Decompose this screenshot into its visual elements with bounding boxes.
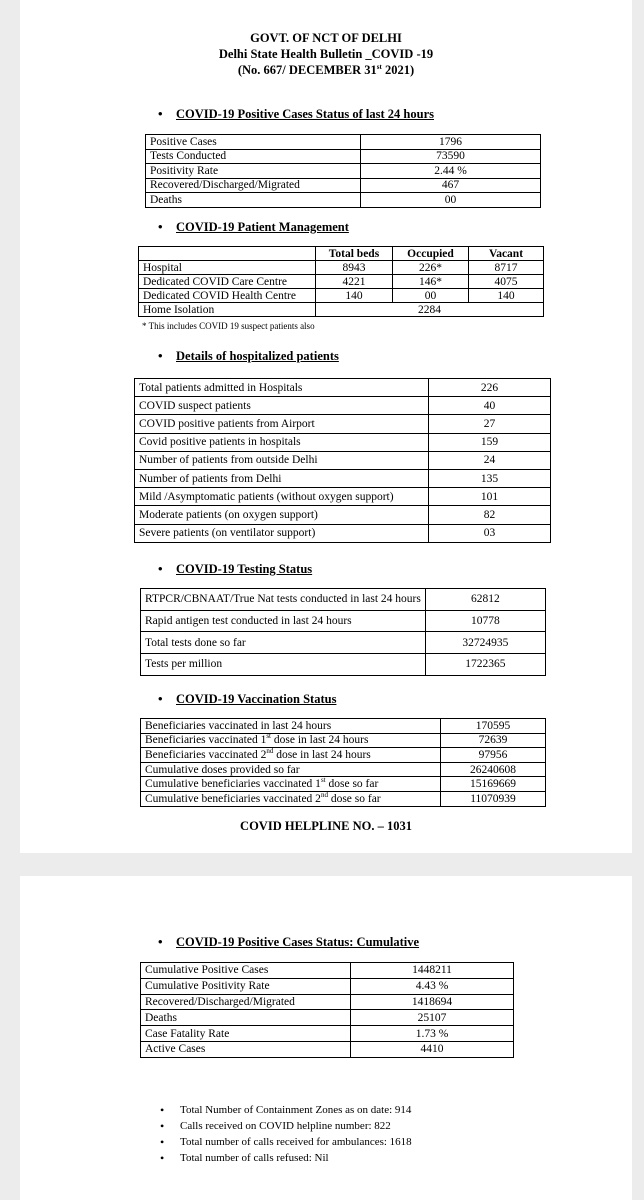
occupied: 226*: [393, 261, 469, 275]
row-value: 11070939: [441, 791, 546, 806]
table-row: [135, 469, 551, 487]
label-text: dose so far: [325, 778, 379, 791]
column-header: Total beds: [316, 247, 393, 261]
positive-24h-table: [145, 134, 541, 208]
vacant: 140: [469, 289, 544, 303]
header-number: (No. 667/ DECEMBER 31st 2021): [237, 62, 415, 77]
row-label: Recovered/Discharged/Migrated: [146, 178, 361, 193]
label-text: dose in last 24 hours: [271, 734, 369, 747]
table-row: [135, 506, 551, 524]
table-row: [146, 135, 541, 150]
table-row: [141, 748, 546, 763]
row-value: 15169669: [441, 777, 546, 792]
row-value: 4410: [351, 1041, 514, 1057]
row-label: Number of patients from Delhi: [135, 469, 429, 487]
row-value: 82: [429, 506, 551, 524]
row-label: [141, 762, 441, 777]
table-row: [135, 451, 551, 469]
row-value: 159: [429, 433, 551, 451]
row-value: 97956: [441, 748, 546, 763]
table-row: [139, 275, 544, 289]
row-label: [141, 791, 441, 806]
table-row: [141, 1026, 514, 1042]
section-title: COVID-19 Testing Status: [176, 562, 313, 576]
row-label: Cumulative Positive Cases: [141, 963, 351, 979]
home-isolation-value: 2284: [316, 303, 544, 317]
table-row: [141, 610, 546, 632]
testing-table: [140, 588, 546, 676]
label-text: Beneficiaries vaccinated 1: [145, 734, 267, 747]
patient-management-table: [138, 246, 544, 317]
row-label: Dedicated COVID Health Centre: [139, 289, 316, 303]
row-label: Covid positive patients in hospitals: [135, 433, 429, 451]
row-value: 03: [429, 524, 551, 542]
bulletin-page-1: [20, 0, 632, 853]
row-label: [141, 733, 441, 748]
row-value: 32724935: [425, 632, 545, 654]
row-value: 226: [429, 379, 551, 397]
row-label: Case Fatality Rate: [141, 1026, 351, 1042]
row-value: 1722365: [425, 654, 545, 676]
table-row: [146, 149, 541, 164]
row-value: 2.44 %: [361, 164, 541, 179]
label-text: Cumulative beneficiaries vaccinated 2: [145, 792, 321, 805]
bullet-icon: •: [158, 561, 163, 576]
bullet-icon: •: [160, 1103, 165, 1117]
table-row: [141, 762, 546, 777]
row-label: Deaths: [146, 193, 361, 208]
label-text: Cumulative doses provided so far: [145, 763, 300, 776]
header-govt: GOVT. OF NCT OF DELHI: [250, 31, 402, 45]
table-row: [146, 193, 541, 208]
row-value: 72639: [441, 733, 546, 748]
label-text: Cumulative beneficiaries vaccinated 1: [145, 778, 321, 791]
table-row: [141, 719, 546, 734]
table-row: [141, 1041, 514, 1057]
section-title: Details of hospitalized patients: [176, 349, 339, 363]
bullet-icon: •: [160, 1151, 165, 1165]
label-sup: nd: [320, 790, 328, 799]
table-row: [141, 978, 514, 994]
row-label: Cumulative Positivity Rate: [141, 978, 351, 994]
table-row: [141, 589, 546, 611]
table-row: [135, 397, 551, 415]
table-row: [141, 632, 546, 654]
row-value: 27: [429, 415, 551, 433]
row-value: 73590: [361, 149, 541, 164]
row-value: 170595: [441, 719, 546, 734]
row-label: Home Isolation: [139, 303, 316, 317]
label-text: Beneficiaries vaccinated in last 24 hours: [145, 719, 332, 732]
total-beds: 140: [316, 289, 393, 303]
cumulative-table: [140, 962, 514, 1058]
patient-management-footnote: * This includes COVID 19 suspect patients also: [142, 321, 315, 331]
table-row: [135, 433, 551, 451]
row-value: 40: [429, 397, 551, 415]
label-text: dose so far: [327, 792, 381, 805]
column-header: Vacant: [469, 247, 544, 261]
total-beds: 8943: [316, 261, 393, 275]
row-label: Deaths: [141, 1010, 351, 1026]
vacant: 4075: [469, 275, 544, 289]
row-value: 24: [429, 451, 551, 469]
table-row: [135, 415, 551, 433]
row-label: [141, 777, 441, 792]
row-label: [141, 719, 441, 734]
row-label: Recovered/Discharged/Migrated: [141, 994, 351, 1010]
row-value: 10778: [425, 610, 545, 632]
table-row: [146, 164, 541, 179]
vaccination-table: [140, 718, 546, 807]
label-text: Beneficiaries vaccinated 2: [145, 748, 267, 761]
row-label: Mild /Asymptomatic patients (without oxygen support): [135, 488, 429, 506]
row-label: Total tests done so far: [141, 632, 426, 654]
helpline: COVID HELPLINE NO. – 1031: [240, 819, 412, 833]
table-row: [135, 524, 551, 542]
row-value: 1448211: [351, 963, 514, 979]
table-row: [135, 488, 551, 506]
bullet-icon: •: [158, 106, 163, 121]
row-label: Active Cases: [141, 1041, 351, 1057]
occupied: 146*: [393, 275, 469, 289]
row-value: 135: [429, 469, 551, 487]
table-row: [141, 1010, 514, 1026]
table-row: [141, 791, 546, 806]
row-label: Tests per million: [141, 654, 426, 676]
section-title: COVID-19 Positive Cases Status: Cumulative: [176, 935, 420, 949]
row-label: Number of patients from outside Delhi: [135, 451, 429, 469]
row-label: Positive Cases: [146, 135, 361, 150]
table-row: [141, 654, 546, 676]
table-row: [135, 379, 551, 397]
table-header-row: [139, 247, 544, 261]
row-value: 1796: [361, 135, 541, 150]
row-label: RTPCR/CBNAAT/True Nat tests conducted in last 24 hours: [141, 589, 426, 611]
table-row: [141, 963, 514, 979]
row-label: [141, 748, 441, 763]
label-text: dose in last 24 hours: [273, 748, 371, 761]
row-value: 1.73 %: [351, 1026, 514, 1042]
row-label: COVID suspect patients: [135, 397, 429, 415]
occupied: 00: [393, 289, 469, 303]
header-blank: [139, 247, 316, 261]
row-label: Positivity Rate: [146, 164, 361, 179]
row-label: Total patients admitted in Hospitals: [135, 379, 429, 397]
bullet-icon: •: [160, 1119, 165, 1133]
table-row-home-isolation: [139, 303, 544, 317]
row-value: 4.43 %: [351, 978, 514, 994]
bullet-icon: •: [160, 1135, 165, 1149]
table-row: [141, 733, 546, 748]
bulletin-page-2: • COVID-19 Positive Cases Status: Cumulative Cumulative Positive Cases 1448211 Cumulative Positivity Rate 4.43 % Recovered/Discharged/Migrated 1418694 Deaths 25107 Case Fatality Rate 1.73 % Active Cases 4410 • Total Number of Containment Zones as on date: 914 • Calls received on COVID helpline number: 822 • Total number of calls received for ambulances: 1618 • Total number of calls refused: Nil: [20, 876, 632, 1200]
row-label: Tests Conducted: [146, 149, 361, 164]
label-sup: st: [266, 732, 271, 741]
row-value: 26240608: [441, 762, 546, 777]
bullet-icon: •: [158, 219, 163, 234]
section-title: COVID-19 Vaccination Status: [176, 692, 337, 706]
bullet-icon: •: [158, 934, 163, 949]
column-header: Occupied: [393, 247, 469, 261]
row-value: 1418694: [351, 994, 514, 1010]
bullet-icon: •: [158, 348, 163, 363]
row-label: Dedicated COVID Care Centre: [139, 275, 316, 289]
table-row: [141, 777, 546, 792]
table-row: [139, 261, 544, 275]
row-value: 467: [361, 178, 541, 193]
row-value: 62812: [425, 589, 545, 611]
row-label: COVID positive patients from Airport: [135, 415, 429, 433]
row-label: Severe patients (on ventilator support): [135, 524, 429, 542]
section-title: COVID-19 Positive Cases Status of last 24 hours: [176, 107, 434, 121]
table-row: [141, 994, 514, 1010]
row-value: 00: [361, 193, 541, 208]
hospitalized-table: [134, 378, 551, 543]
vacant: 8717: [469, 261, 544, 275]
total-beds: 4221: [316, 275, 393, 289]
bullet-icon: •: [158, 691, 163, 706]
row-value: 101: [429, 488, 551, 506]
table-row: [146, 178, 541, 193]
header-bulletin: Delhi State Health Bulletin _COVID -19: [218, 47, 434, 61]
label-sup: st: [320, 776, 326, 785]
row-label: Hospital: [139, 261, 316, 275]
label-sup: nd: [266, 747, 274, 756]
table-row: [139, 289, 544, 303]
row-label: Moderate patients (on oxygen support): [135, 506, 429, 524]
section-title: COVID-19 Patient Management: [176, 220, 349, 234]
row-label: Rapid antigen test conducted in last 24 hours: [141, 610, 426, 632]
row-value: 25107: [351, 1010, 514, 1026]
